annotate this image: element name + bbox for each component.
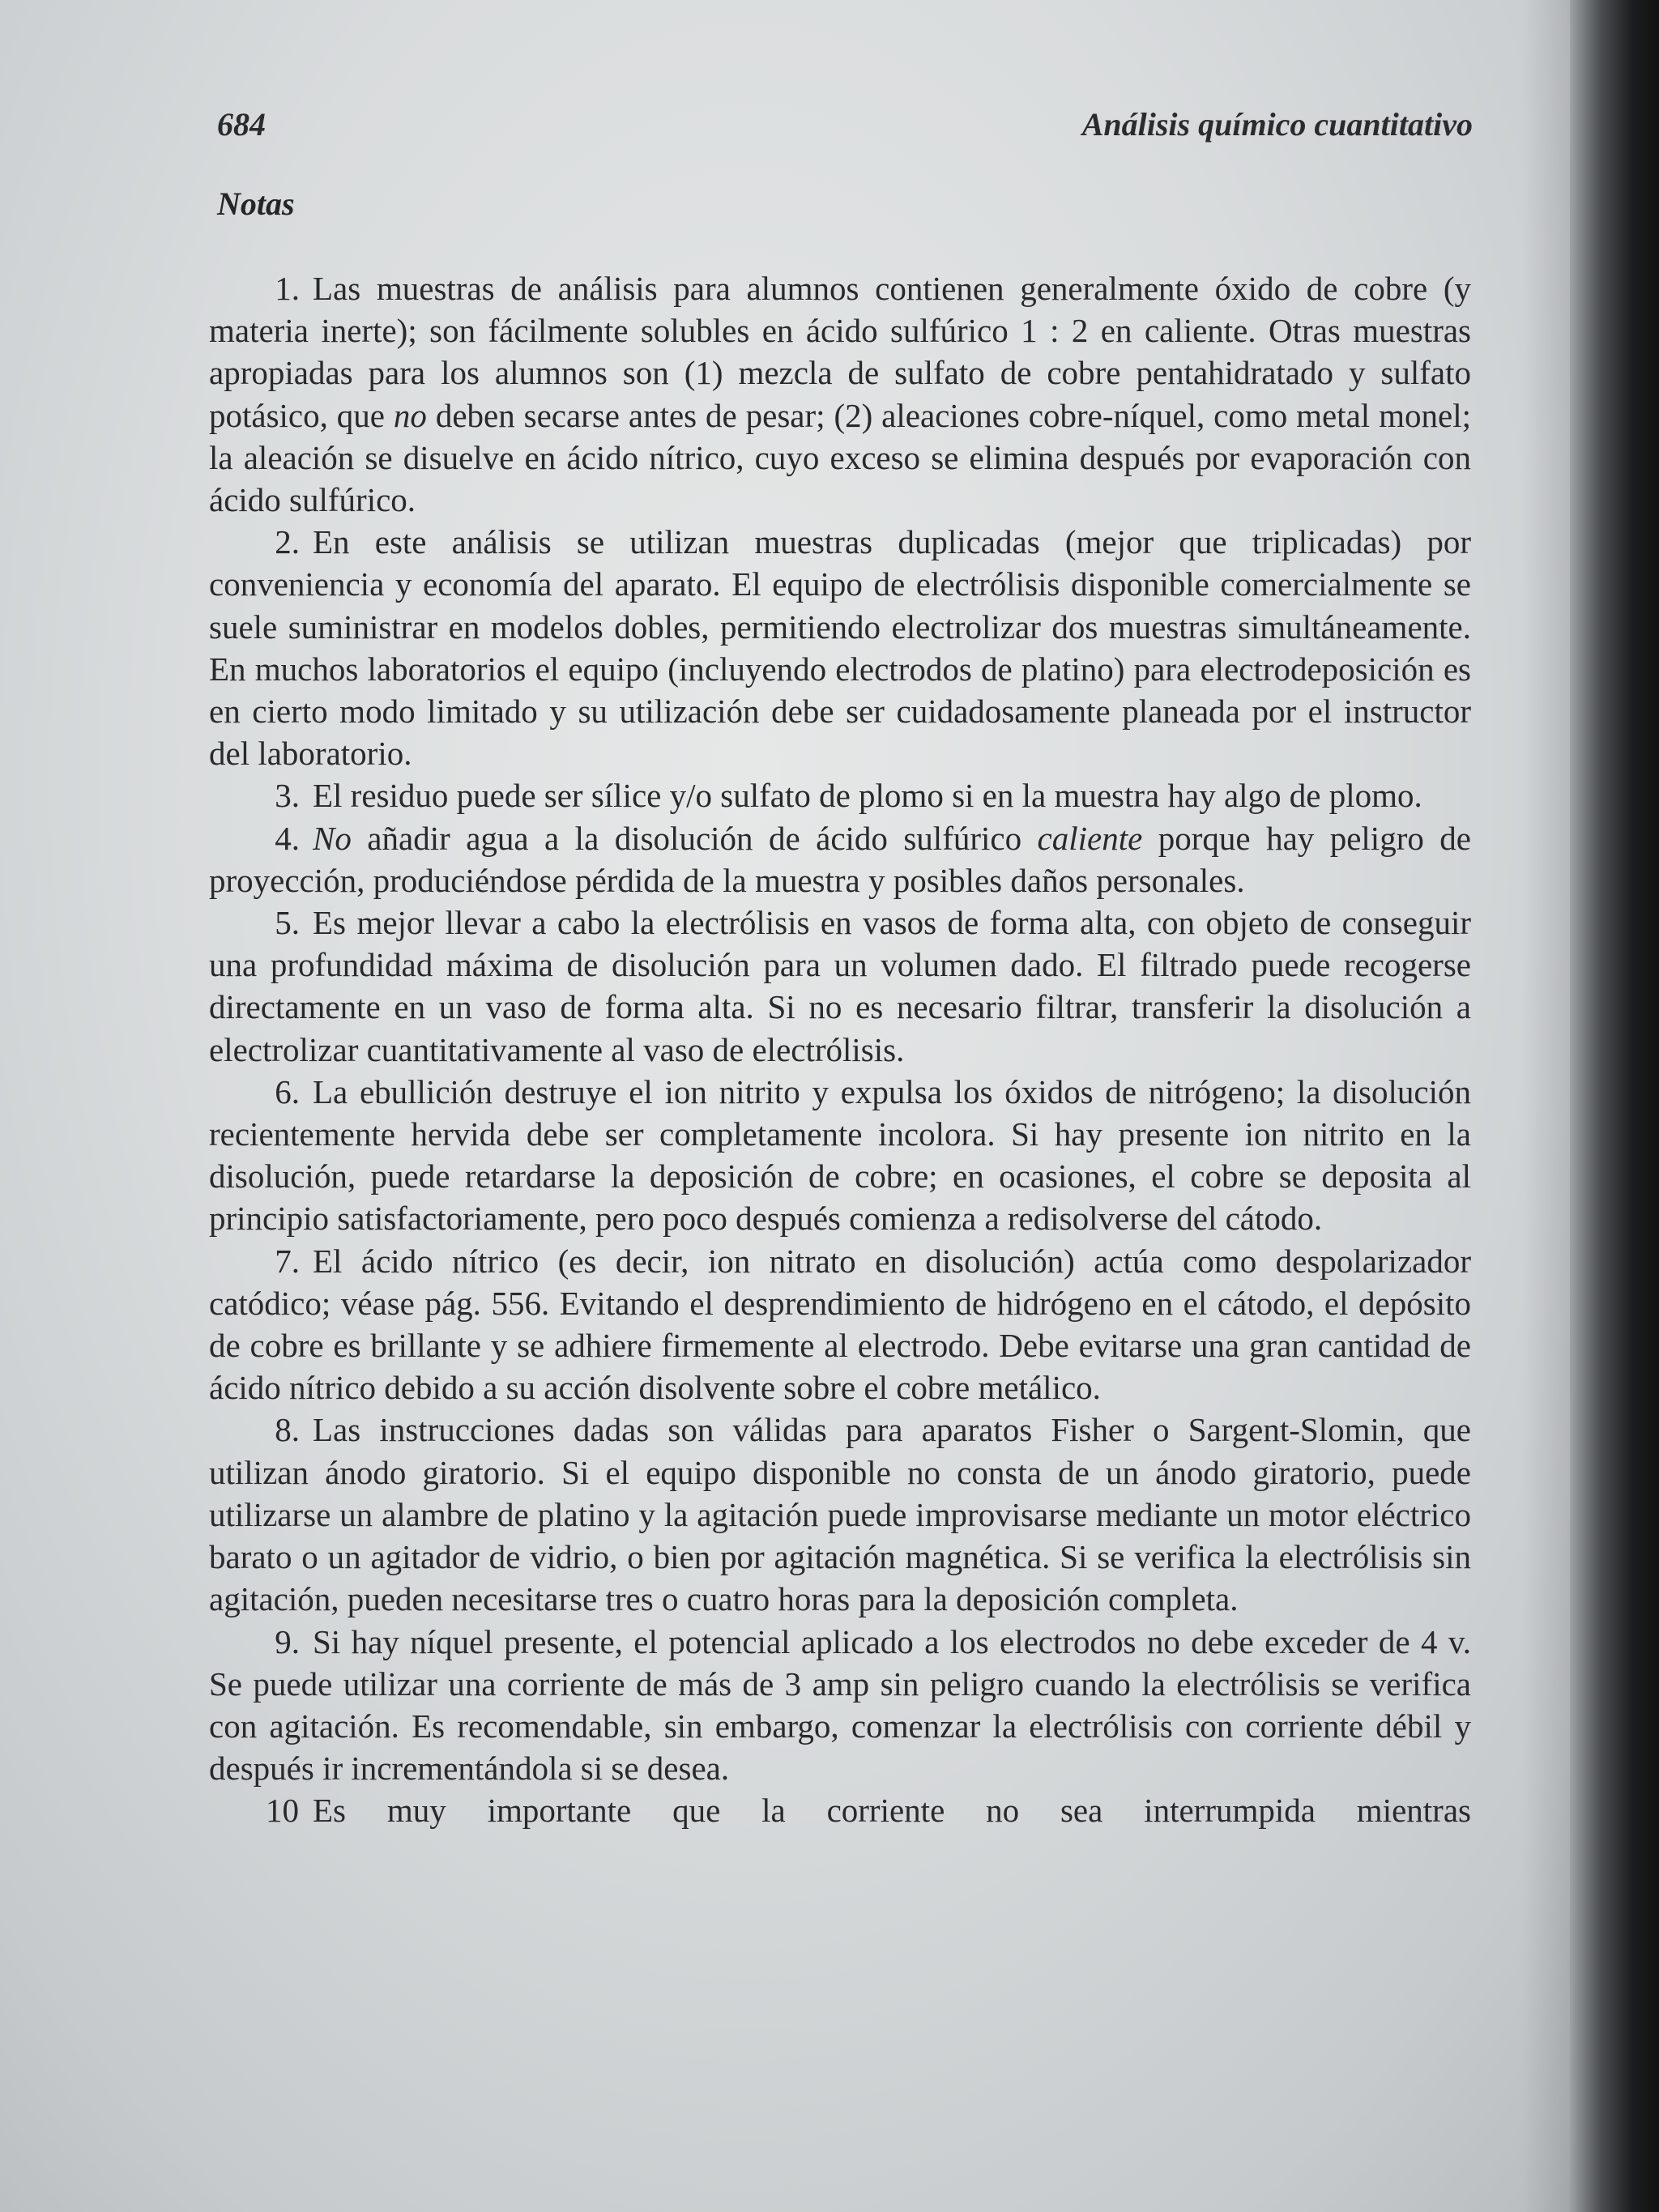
note-3: [209, 774, 1471, 816]
note-6: [209, 1071, 1471, 1240]
note-text: Las instrucciones dadas son válidas para aparatos Fisher o Sargent-Slomin, que utilizan ánodo giratorio. Si el equipo disponible no consta de un ánodo giratorio, puede utilizarse un alambre de platino y la agitación puede improvisarse mediante un motor eléctrico barato o un agitador de vidrio, o bien por agitación magnética. Si se verifica la electrólisis sin agitación, pueden necesitarse tres o cuatro horas para la deposición completa.: [209, 1411, 1471, 1618]
note-number: 7.: [275, 1242, 300, 1280]
note-text: Es mejor llevar a cabo la electrólisis en vasos de forma alta, con objeto de conseguir una profundidad máxima de disolución para un volumen dado. El filtrado puede recogerse directamente en un vaso de forma alta. Si no es necesario filtrar, transferir la disolución a electrolizar cuantitativamente al vaso de electrólisis.: [209, 904, 1471, 1068]
section-title: Notas: [217, 185, 295, 222]
note-text: El residuo puede ser sílice y/o sulfato de plomo si en la muestra hay algo de plomo.: [313, 777, 1422, 815]
note-text: La ebullición destruye el ion nitrito y expulsa los óxidos de nitrógeno; la disolución recientemente hervida debe ser completamente incolora. Si hay presente ion nitrito en la disolución, puede retardarse la deposición de cobre; en ocasiones, el cobre se deposita al principio satisfactoriamente, pero poco después comienza a redisolverse del cátodo.: [209, 1072, 1471, 1238]
note-number: 1.: [275, 270, 300, 307]
note-text: Si hay níquel presente, el potencial aplicado a los electrodos no debe exceder de 4 v. Se puede utilizar una corriente de más de 3 amp sin peligro cuando la electrólisis se verifica con agitación. Es recomendable, sin embargo, comenzar la electrólisis con corriente débil y después ir incrementándola si se desea.: [209, 1622, 1471, 1788]
note-4: [209, 817, 1471, 901]
note-text: porque hay peligro de proyección, produciéndose pérdida de la muestra y posibles daños personales.: [209, 819, 1471, 899]
note-number: 6.: [275, 1072, 300, 1110]
note-text: En este análisis se utilizan muestras duplicadas (mejor que triplicadas) por conveniencia y economía del aparato. El equipo de electrólisis disponible comercialmente se suele suministrar en modelos dobles, permitiendo electrolizar dos muestras simultáneamente. En muchos laboratorios el equipo (incluyendo electrodos de platino) para electrodeposición es en cierto modo limitado y su utilización debe ser cuidadosamente planeada por el instructor del laboratorio.: [209, 523, 1471, 773]
note-number: 2.: [275, 523, 300, 561]
note-text: añadir agua a la disolución de ácido sulfúrico: [351, 819, 1038, 857]
note-text: El ácido nítrico (es decir, ion nitrato en disolución) actúa como despolarizador catódico; véase pág. 556. Evitando el desprendimiento de hidrógeno en el cátodo, el depósito de cobre es brillante y se adhiere firmemente al electrodo. Debe evitarse una gran cantidad de ácido nítrico debido a su acción disolvente sobre el cobre metálico.: [209, 1242, 1471, 1407]
note-number: 10: [266, 1792, 299, 1830]
note-number: 9.: [275, 1622, 300, 1660]
note-emphasis: caliente: [1037, 819, 1143, 857]
note-number: 4.: [275, 819, 300, 857]
note-text: deben secarse antes de pesar; (2) aleaciones cobre-níquel, como metal monel; la aleación se disuelve en ácido nítrico, cuyo exceso se elimina después por evaporación con ácido sulfúrico.: [209, 396, 1471, 519]
note-number: 8.: [275, 1411, 300, 1449]
note-1: [209, 267, 1471, 521]
note-emphasis: no: [393, 396, 427, 434]
note-7: [209, 1240, 1471, 1409]
note-10: [209, 1789, 1471, 1831]
note-emphasis: No: [313, 819, 352, 857]
notes-list: [209, 267, 1471, 1832]
note-2: [209, 521, 1471, 774]
note-text: Las muestras de análisis para alumnos contienen generalmente óxido de cobre (y materia inerte); son fácilmente solubles en ácido sulfúrico 1 : 2 en caliente. Otras muestras apropiadas para los alumnos son (1) mezcla de sulfato de cobre pentahidratado y sulfato potásico, que: [209, 270, 1471, 434]
binding-shadow: [1521, 0, 1570, 2212]
book-binding: [1570, 0, 1659, 2212]
note-5: [209, 901, 1471, 1071]
page-number: 684: [217, 106, 266, 143]
note-number: 5.: [275, 904, 300, 942]
note-8: [209, 1409, 1471, 1620]
note-number: 3.: [275, 777, 300, 815]
note-text: Es muy importante que la corriente no sea interrumpida mientras: [313, 1792, 1471, 1830]
chapter-title: Análisis químico cuantitativo: [1081, 106, 1473, 143]
running-header: [217, 105, 1473, 154]
note-9: [209, 1621, 1471, 1790]
